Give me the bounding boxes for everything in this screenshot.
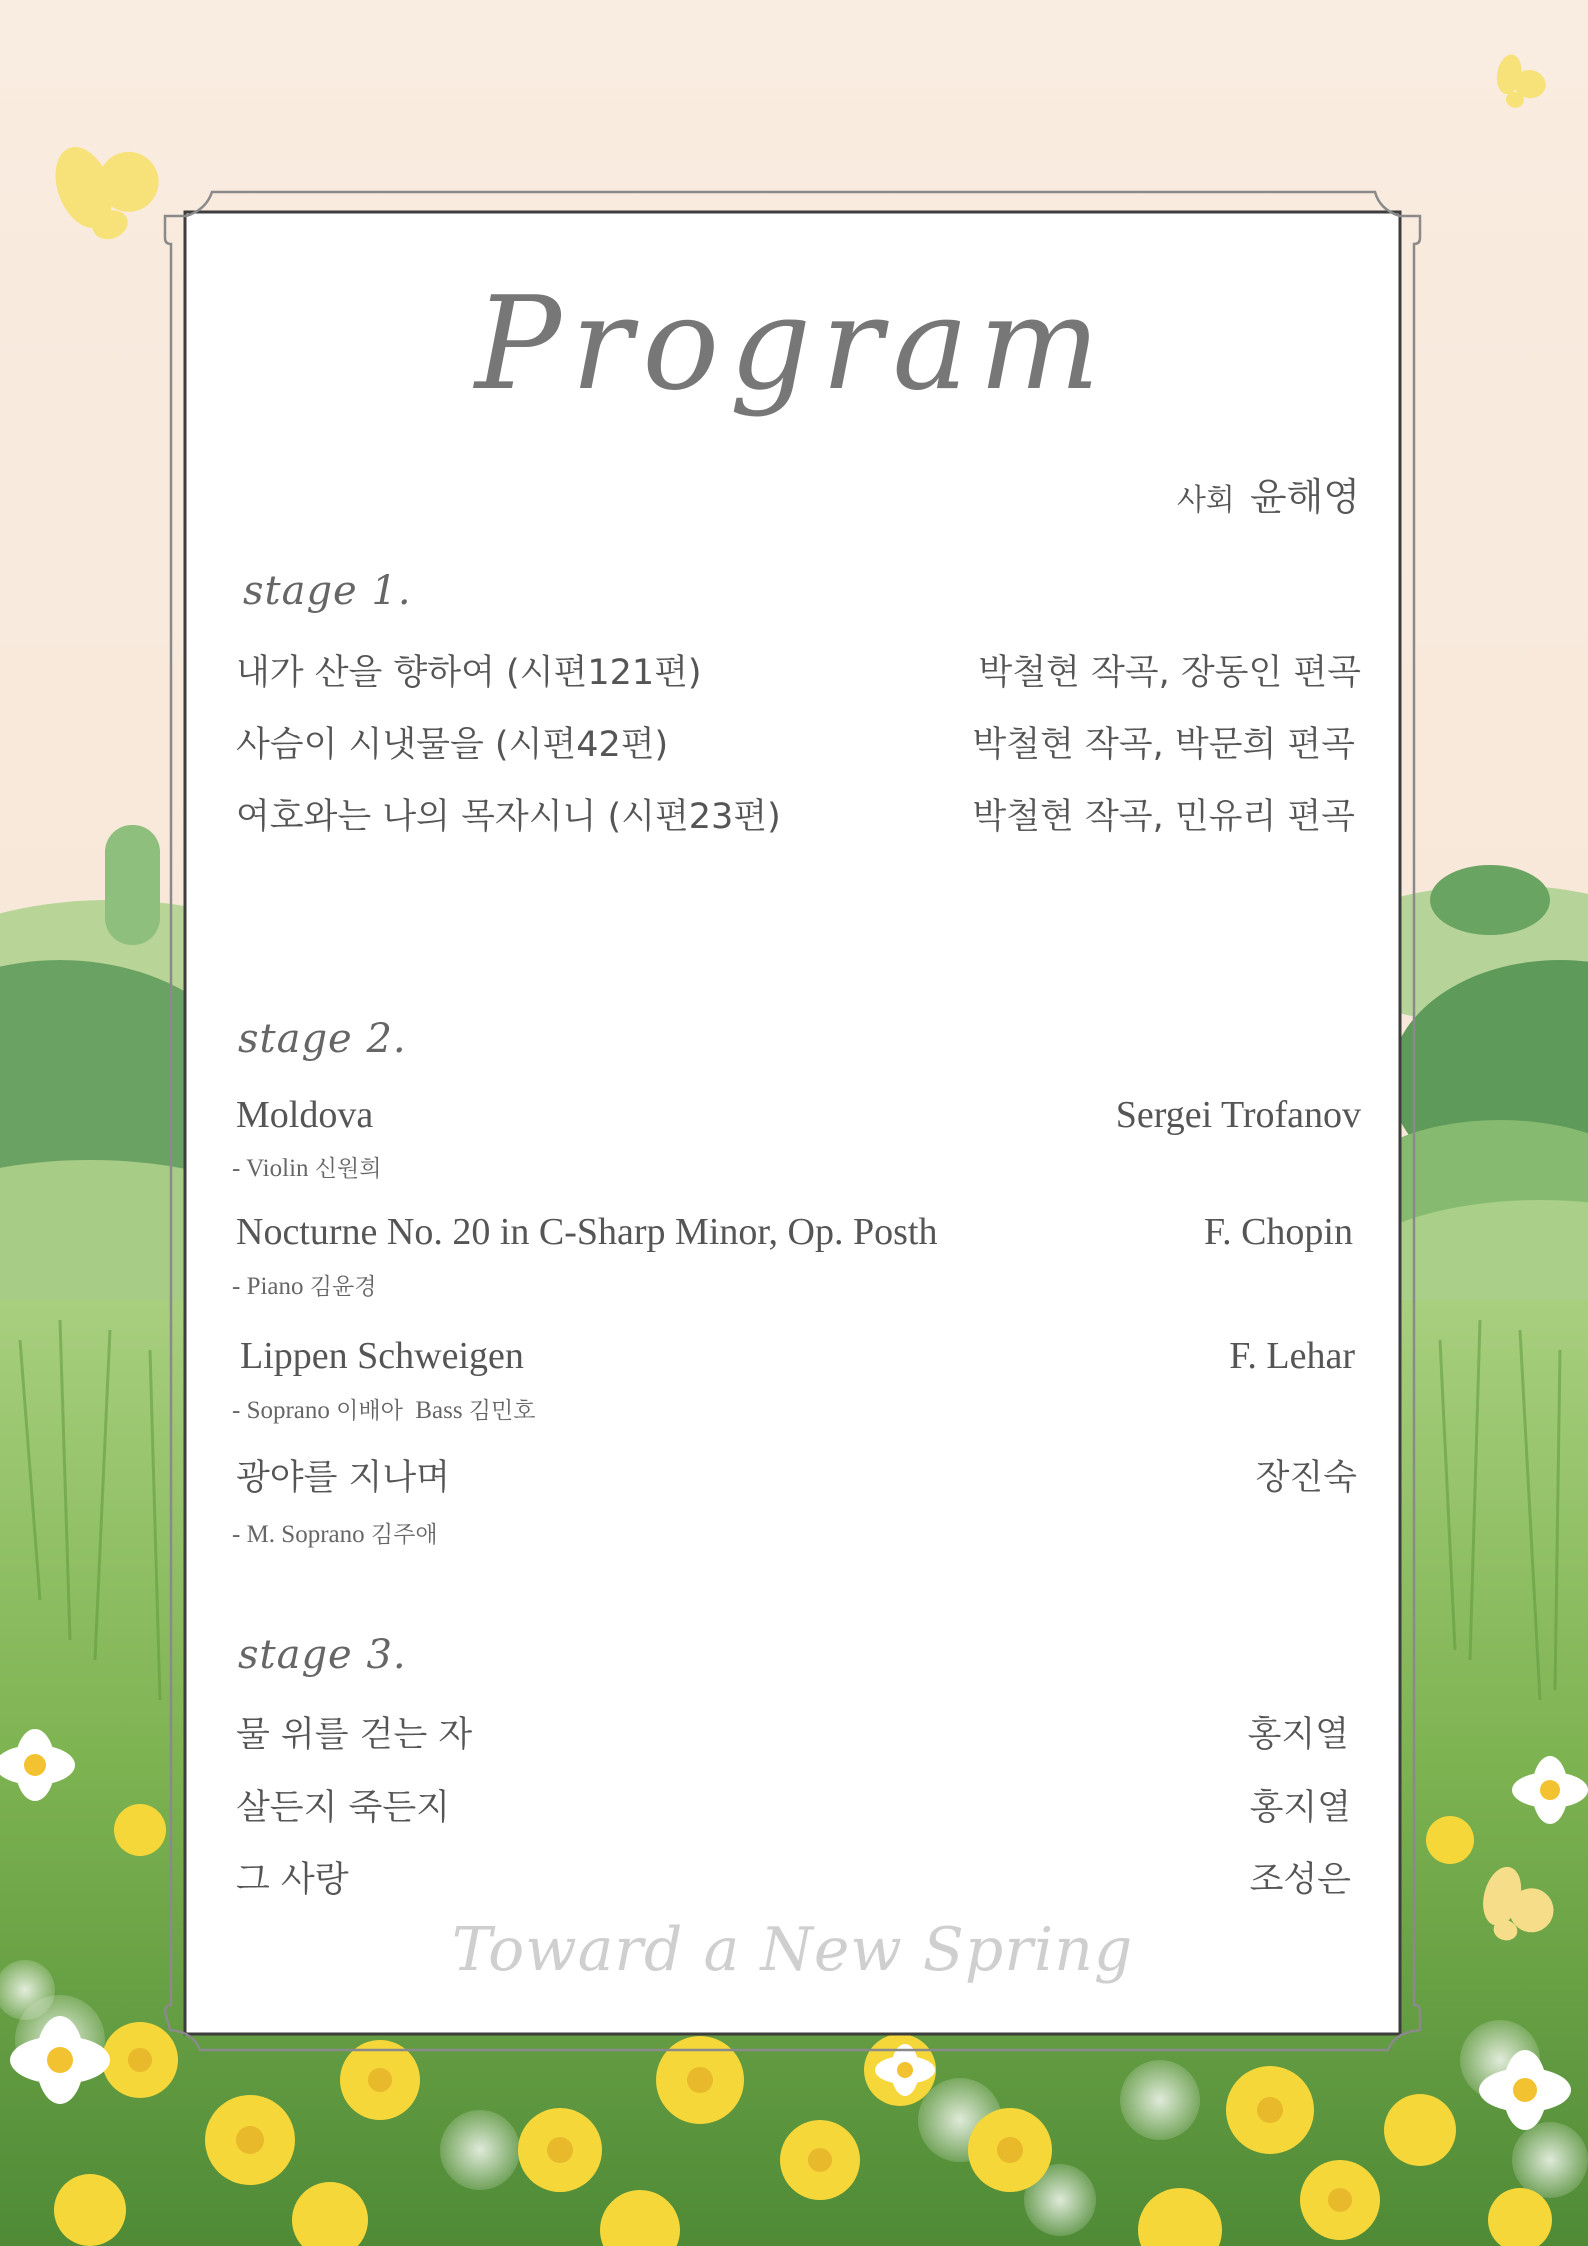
program-item <box>236 1334 1361 1384</box>
piece-title: 사슴이 시냇물을 (시편42편) <box>236 725 669 765</box>
performer-name: 신원희 <box>314 1156 382 1182</box>
piece-title: 물 위를 걷는 자 <box>236 1715 473 1755</box>
piece-title: 여호와는 나의 목자시니 (시편23편) <box>236 797 781 837</box>
piece-credit: F. Lehar <box>1229 1335 1355 1377</box>
program-item <box>236 1093 1361 1143</box>
performer-role: - Violin <box>232 1155 309 1182</box>
performer-role: - Piano <box>232 1273 304 1300</box>
piece-credit: 장진숙 <box>1255 1458 1357 1498</box>
host-label: 사회 <box>1176 483 1235 518</box>
host-credit <box>1177 466 1360 521</box>
piece-credit: 박철현 작곡, 민유리 편곡 <box>972 797 1355 837</box>
performer-name: 김윤경 <box>309 1274 377 1300</box>
stage-2-heading: stage 2. <box>238 1016 407 1062</box>
piece-credit: 홍지열 <box>1247 1715 1349 1755</box>
piece-credit: F. Chopin <box>1204 1211 1353 1253</box>
program-item <box>236 717 1361 767</box>
stage-3-heading: stage 3. <box>238 1632 407 1678</box>
performer-role: Bass <box>415 1397 463 1424</box>
performer-line <box>232 1392 535 1425</box>
piece-title: 광야를 지나며 <box>236 1458 450 1498</box>
performer-name: 김주애 <box>370 1522 438 1548</box>
piece-credit: 홍지열 <box>1249 1788 1351 1828</box>
piece-credit: 박철현 작곡, 박문희 편곡 <box>972 725 1355 765</box>
piece-title: Lippen Schweigen <box>240 1335 524 1377</box>
piece-title: 내가 산을 향하여 (시편121편) <box>236 653 702 693</box>
performer-name: 김민호 <box>468 1398 536 1424</box>
piece-credit: 조성은 <box>1249 1860 1351 1900</box>
performer-line <box>232 1516 438 1549</box>
program-item <box>236 1852 1361 1902</box>
program-item <box>236 645 1361 695</box>
performer-line <box>232 1268 376 1301</box>
program-item <box>236 789 1361 839</box>
program-item <box>236 1780 1361 1830</box>
performer-name: 이배아 <box>336 1398 403 1424</box>
piece-title: Nocturne No. 20 in C-Sharp Minor, Op. Posth <box>236 1211 938 1253</box>
piece-title: 그 사랑 <box>236 1860 349 1900</box>
performer-line <box>232 1150 381 1183</box>
page-title: Program <box>474 270 1111 419</box>
program-item <box>236 1707 1361 1757</box>
stage-1-heading: stage 1. <box>243 568 412 614</box>
performer-role: - M. Soprano <box>232 1521 365 1548</box>
host-name: 윤해영 <box>1249 475 1360 519</box>
piece-credit: Sergei Trofanov <box>1115 1094 1361 1136</box>
piece-title: 살든지 죽든지 <box>236 1788 450 1828</box>
program-item <box>236 1210 1361 1260</box>
piece-credit: 박철현 작곡, 장동인 편곡 <box>978 653 1361 693</box>
program-item <box>236 1450 1361 1500</box>
performer-role: - Soprano <box>232 1397 330 1424</box>
footer-tagline: Toward a New Spring <box>451 1915 1134 1985</box>
piece-title: Moldova <box>236 1094 374 1136</box>
